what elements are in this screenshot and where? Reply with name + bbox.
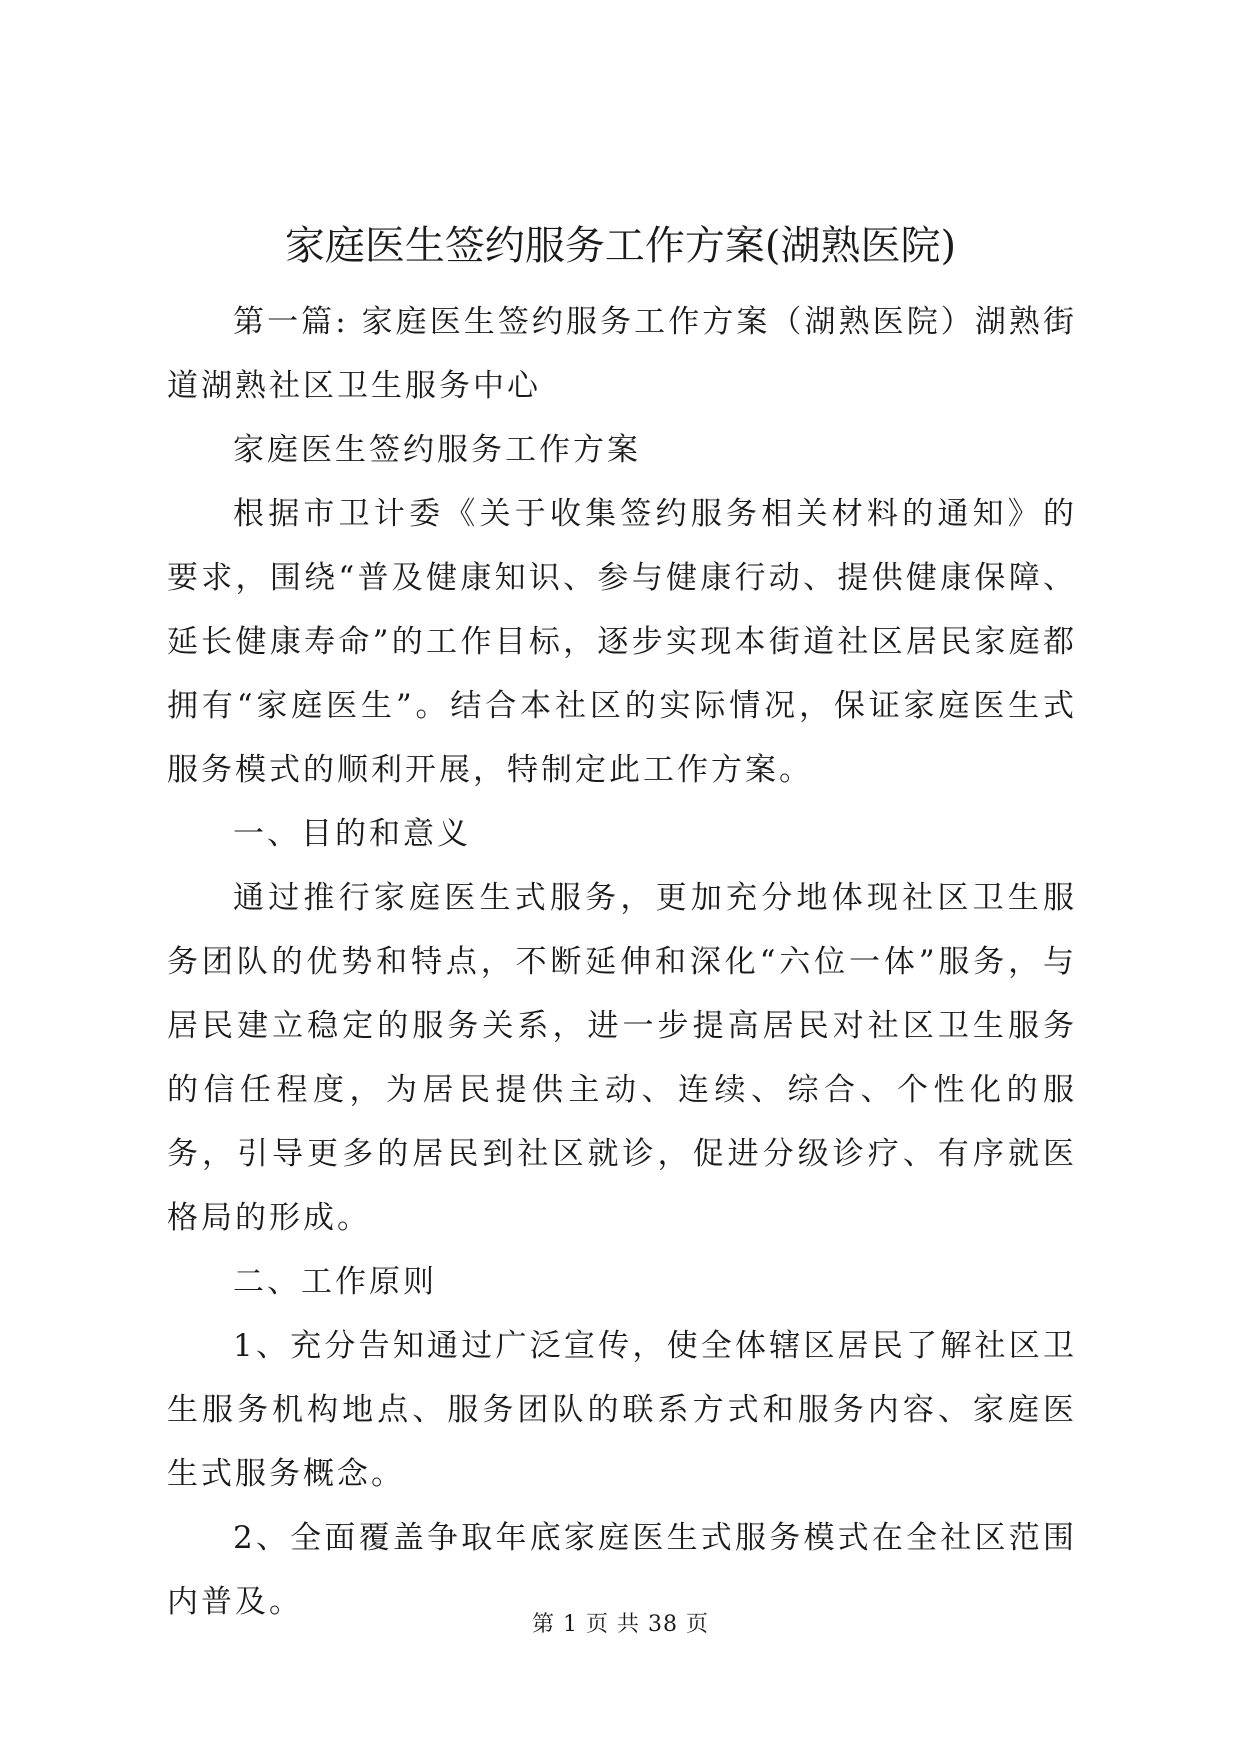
paragraph-principle-1: 1、充分告知通过广泛宣传，使全体辖区居民了解社区卫生服务机构地点、服务团队的联系方式和服务内容、家庭医生式服务概念。 (167, 1328, 1077, 1492)
document-body (167, 290, 1077, 1634)
paragraph-plan-title: 家庭医生签约服务工作方案 (233, 432, 641, 468)
paragraph-intro: 根据市卫计委《关于收集签约服务相关材料的通知》的要求，围绕“普及健康知识、参与健康行动、提供健康保障、延长健康寿命”的工作目标，逐步实现本街道社区居民家庭都拥有“家庭医生”。结合本社区的实际情况，保证家庭医生式服务模式的顺利开展，特制定此工作方案。 (167, 496, 1077, 788)
document-title: 家庭医生签约服务工作方案(湖熟医院) (284, 223, 957, 269)
paragraph-chapter-heading: 第一篇: 家庭医生签约服务工作方案（湖熟医院）湖熟街道湖熟社区卫生服务中心 (167, 304, 1077, 404)
section-heading-principles: 二、工作原则 (233, 1264, 437, 1300)
paragraph-purpose: 通过推行家庭医生式服务，更加充分地体现社区卫生服务团队的优势和特点，不断延伸和深化“六位一体”服务，与居民建立稳定的服务关系，进一步提高居民对社区卫生服务的信任程度，为居民提供主动、连续、综合、个性化的服务，引导更多的居民到社区就诊，促进分级诊疗、有序就医格局的形成。 (167, 880, 1077, 1236)
paragraph-principle-2: 2、全面覆盖争取年底家庭医生式服务模式在全社区范围内普及。 (167, 1520, 1077, 1620)
page-footer: 第 1 页 共 38 页 (532, 1612, 709, 1637)
section-heading-purpose: 一、目的和意义 (233, 816, 471, 852)
